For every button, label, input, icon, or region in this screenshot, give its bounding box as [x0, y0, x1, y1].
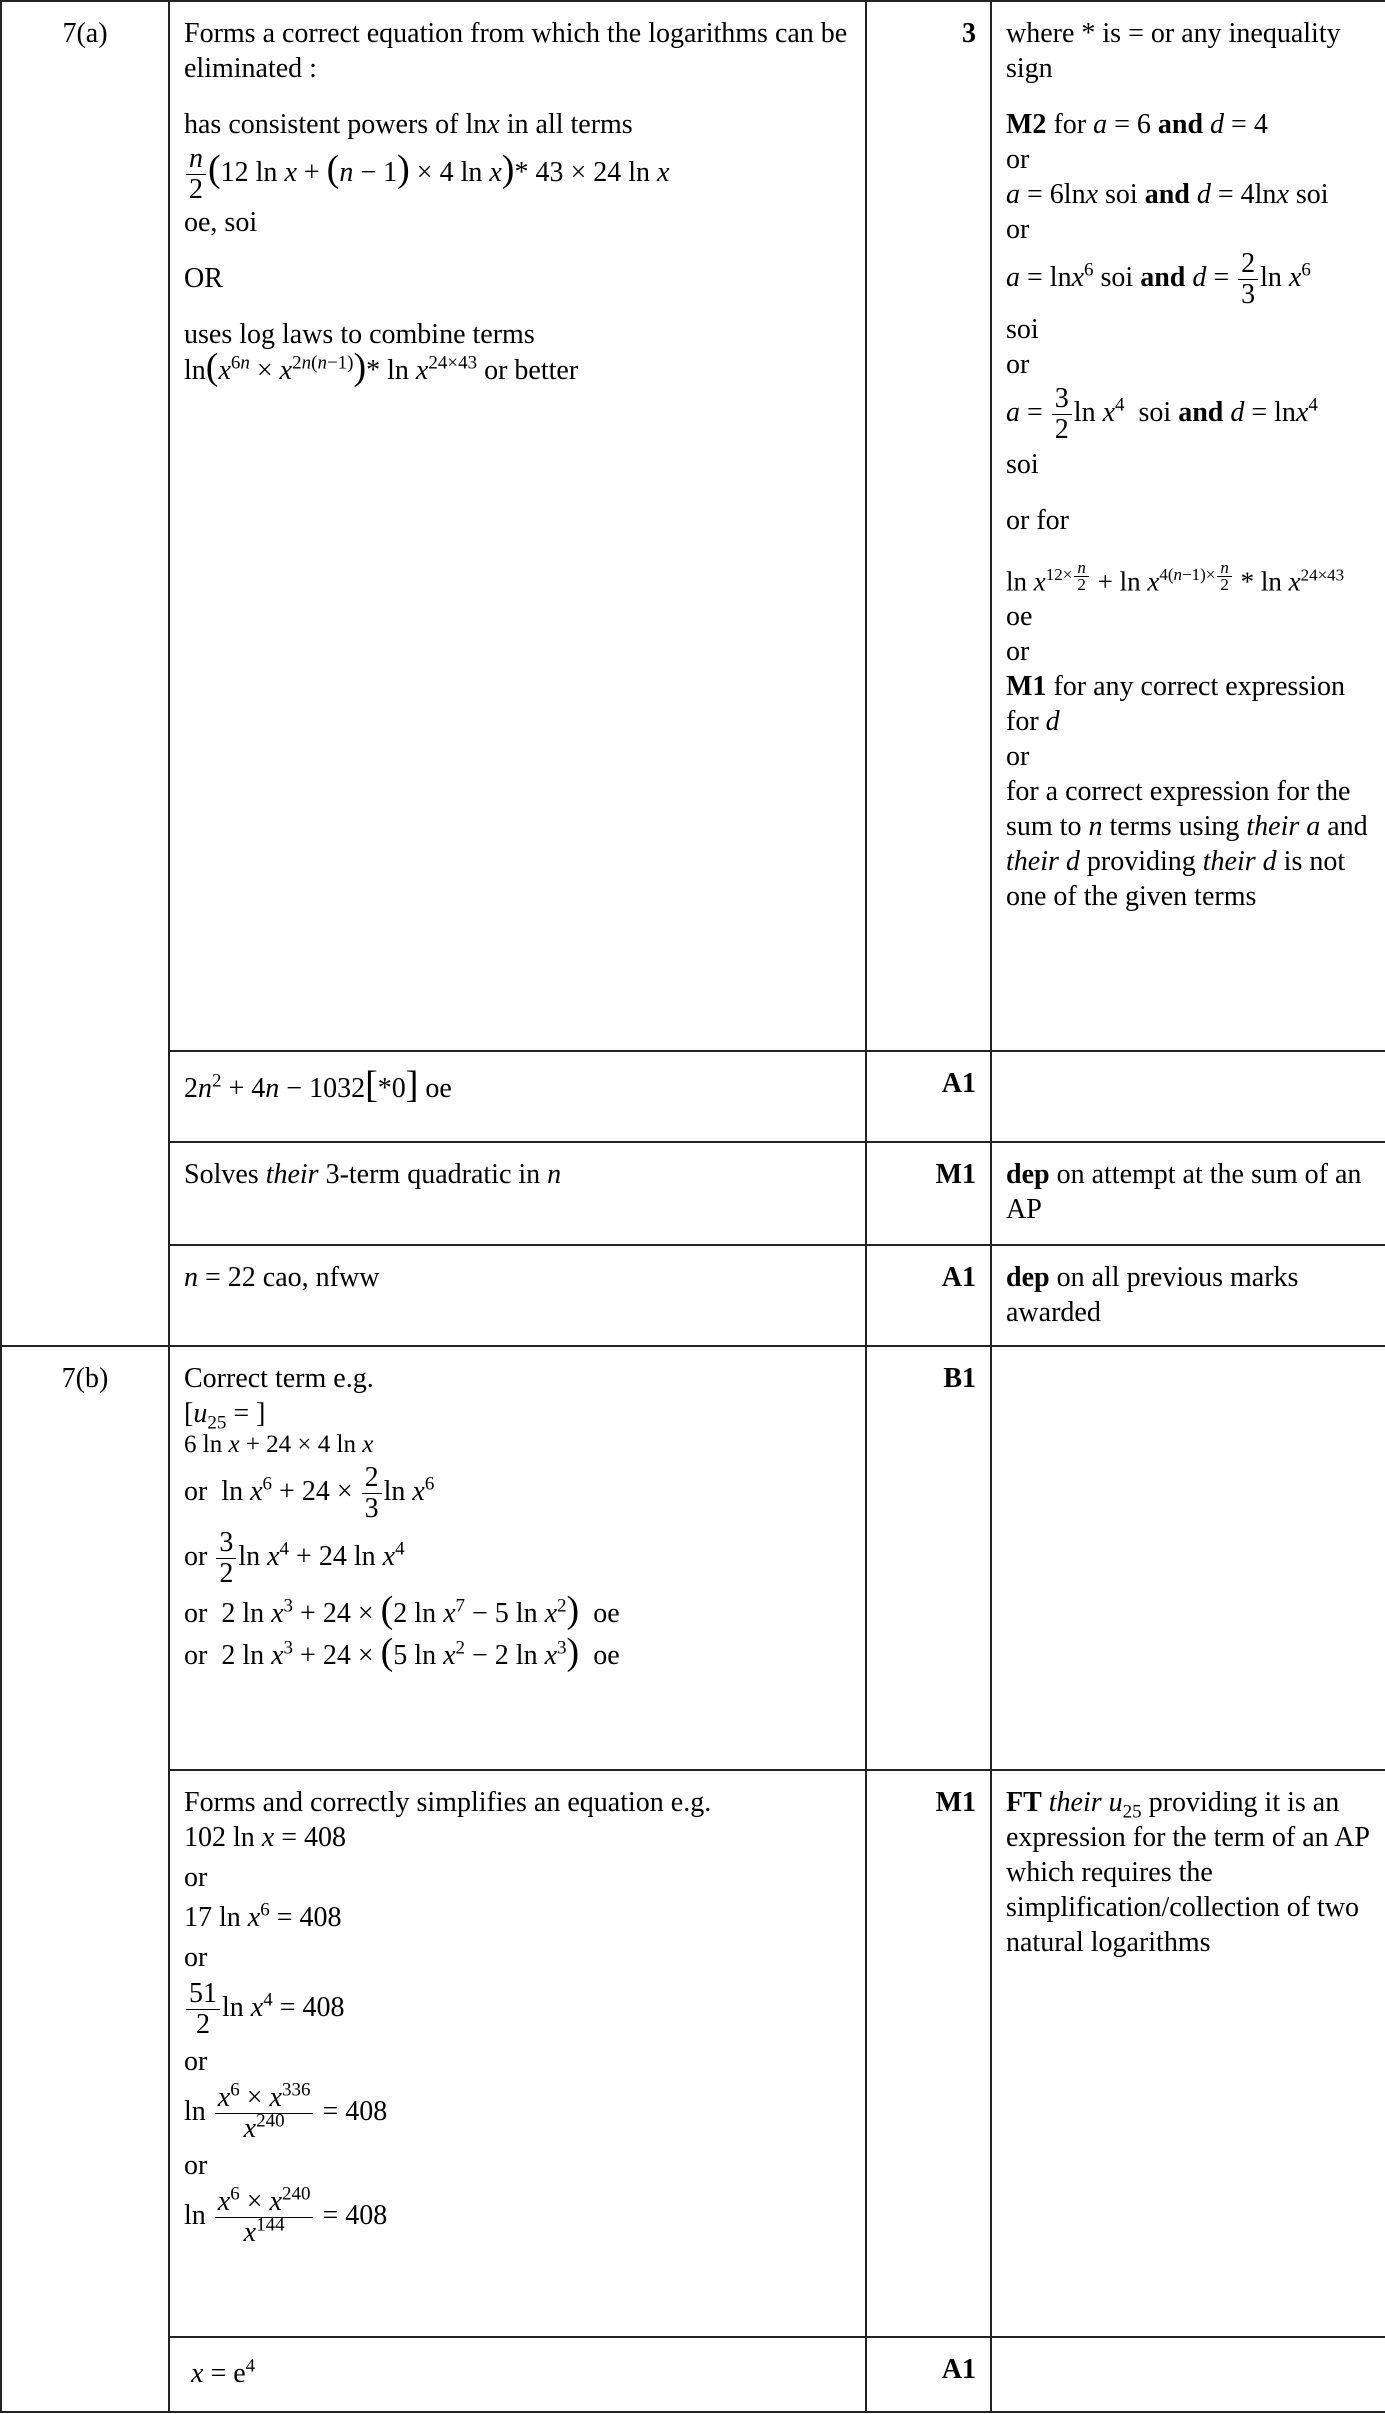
table-row: [1, 1142, 1385, 1245]
answer-text: or: [184, 1942, 208, 1973]
math-expression: $2n^2 + 4n - 1032[*0]$ oe: [184, 1064, 452, 1106]
math-expression: $x = e^4$: [191, 2355, 256, 2389]
answer-text: oe, soi: [184, 207, 258, 238]
guidance-text: [992, 2338, 1385, 2362]
guidance-cell: [991, 1, 1385, 1051]
answer-text: Forms a correct equation from which the logarithms can be eliminated :: [184, 18, 848, 84]
math-expression: ln $\frac{x^6 \times x^{240}}{x^{144}}$ = 408: [184, 2183, 388, 2248]
mark-cell: [866, 1346, 991, 1770]
math-expression: $\ln x^{12\times \frac{n}{2}}$ + $\ln x^{4(n-1)\times \frac{n}{2}}$ * $\ln x^{24\times 43}$: [1006, 558, 1345, 597]
answer-cell: [169, 1142, 866, 1245]
answer-cell: [169, 1770, 866, 2337]
mark-cell: [866, 1051, 991, 1142]
answer-cell: [169, 1346, 866, 1770]
question-number: 7(b): [61, 1363, 109, 1394]
math-expression: ln $\frac{x^6 \times x^{336}}{x^{240}}$ = 408: [184, 2079, 388, 2144]
guidance-text: [992, 1347, 1385, 1371]
mark-cell: [866, 2337, 991, 2412]
math-expression: or $\ln x^6 + 24$ × $\frac{2}{3}$ $\ln x^6$: [184, 1462, 435, 1524]
guidance-text: or: [1006, 636, 1030, 668]
guidance-text: or for: [1006, 505, 1069, 536]
guidance-text: FT their $u_{25}$ providing it is an expression for the term of an AP which requires the simplification/collection of two natural logarithms: [1006, 1787, 1369, 1958]
answer-cell: [169, 2337, 866, 2412]
guidance-text: dep on all previous marks awarded: [1006, 1262, 1299, 1328]
mark-value: A1: [941, 1262, 976, 1293]
math-expression: or 2 $\ln x^3 + 24 \times (5$ $\ln x^2 - 2$ $\ln x^3$) oe: [184, 1631, 620, 1673]
table-row: [1, 1770, 1385, 2337]
mark-cell: [866, 1, 991, 1051]
math-expression: or 2 $\ln x^3 + 24 \times (2$ $\ln x^7 - 5$ $\ln x^2$) oe: [184, 1589, 620, 1631]
math-expression: $\ln(x^{6n} \times x^{2n(n-1)})*$ $\ln x^{24\times 43}$ or better: [184, 346, 579, 388]
math-expression: 17 $\ln x^6 = 408$: [184, 1899, 342, 1933]
guidance-text: a = 6lnx soi and d = 4lnx soi: [1006, 179, 1329, 210]
answer-cell: [169, 1245, 866, 1346]
answer-text: uses log laws to combine terms: [184, 319, 535, 350]
mark-value: 3: [962, 18, 976, 49]
guidance-text: soi: [1006, 449, 1039, 480]
answer-cell: [169, 1051, 866, 1142]
mark-value: M1: [935, 1787, 976, 1818]
question-number: 7(a): [62, 18, 108, 49]
answer-text: has consistent powers of lnx in all terms: [184, 109, 633, 140]
mark-value: A1: [941, 2354, 976, 2385]
guidance-text: or: [1006, 349, 1030, 380]
table-row: [1, 2337, 1385, 2412]
mark-value: B1: [943, 1363, 976, 1394]
mark-value: M1: [935, 1159, 976, 1190]
answer-text: or: [184, 1862, 208, 1893]
answer-text: Forms and correctly simplifies an equation e.g.: [184, 1787, 712, 1818]
question-number-cell: [1, 1346, 169, 2412]
table-row: [1, 1346, 1385, 1770]
mark-cell: [866, 1245, 991, 1346]
guidance-text: [992, 1052, 1385, 1076]
mark-cell: [866, 1142, 991, 1245]
math-expression: $\frac{n}{2}$ (12 ln x + (n − 1) × 4 ln x)* 43 × 24 ln x: [184, 144, 852, 205]
math-expression: a = lnx$^6$ soi and d = $\frac{2}{3}$ $\ln x^6$: [1006, 248, 1311, 310]
math-expression: a = $\frac{3}{2}$ $\ln x^4$ soi and d = lnx$^4$: [1006, 383, 1318, 445]
guidance-text: for a correct expression for the sum to n terms using their a and their d providing their d is not one of the given terms: [1006, 776, 1368, 913]
table-row: [1, 1051, 1385, 1142]
math-expression: $\frac{51}{2}$ $\ln x^4 = 408$: [184, 1979, 852, 2040]
math-expression: or $\frac{3}{2}$ $\ln x^4 + 24$ $\ln x^4$: [184, 1527, 405, 1589]
answer-text: n = 22 cao, nfww: [184, 1262, 380, 1293]
math-expression: 102 ln x = 408: [184, 1822, 347, 1853]
guidance-text: oe: [1006, 601, 1033, 633]
guidance-cell: [991, 1245, 1385, 1346]
guidance-cell: [991, 1142, 1385, 1245]
table-row: [1, 1, 1385, 1051]
guidance-text: M2 for a = 6 and d = 4: [1006, 109, 1268, 140]
answer-cell: [169, 1, 866, 1051]
answer-text: Correct term e.g.: [184, 1363, 374, 1394]
guidance-cell: [991, 2337, 1385, 2412]
guidance-cell: [991, 1770, 1385, 2337]
answer-text: or: [184, 2150, 208, 2181]
guidance-text: where * is = or any inequality sign: [1006, 18, 1341, 84]
guidance-text: or: [1006, 214, 1030, 245]
answer-text: OR: [184, 263, 223, 294]
table-row: [1, 1245, 1385, 1346]
guidance-cell: [991, 1051, 1385, 1142]
guidance-text: M1 for any correct expression for d: [1006, 671, 1345, 738]
mark-value: A1: [941, 1068, 976, 1099]
question-number-cell: [1, 1, 169, 1346]
guidance-text: dep on attempt at the sum of an AP: [1006, 1159, 1362, 1225]
answer-text: [$u_{25}$ = ]: [184, 1398, 266, 1434]
math-expression: 6 ln x + 24 × 4 ln x: [184, 1431, 374, 1458]
guidance-text: soi: [1006, 314, 1039, 345]
answer-text: or: [184, 2046, 208, 2077]
guidance-cell: [991, 1346, 1385, 1770]
mark-cell: [866, 1770, 991, 2337]
guidance-text: or: [1006, 144, 1030, 175]
answer-text: Solves their 3-term quadratic in n: [184, 1159, 562, 1190]
guidance-text: or: [1006, 741, 1030, 773]
